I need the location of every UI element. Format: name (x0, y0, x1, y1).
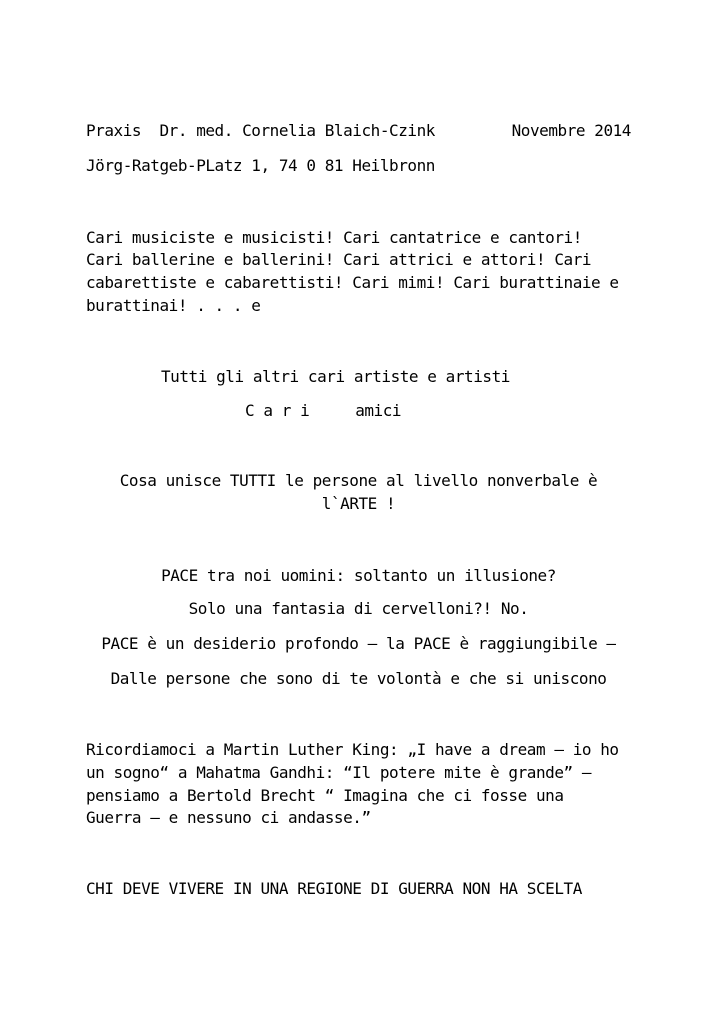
quote-line: Ricordiamoci a Martin Luther King: „I have a dream – io ho (86, 740, 619, 759)
greeting-line: burattinai! . . . e (86, 296, 261, 315)
practice-name: Praxis Dr. med. Cornelia Blaich-Czink (86, 121, 435, 140)
war-region-line: CHI DEVE VIVERE IN UNA REGIONE DI GUERRA NON HA SCELTA (86, 879, 582, 898)
peace-desire: PACE è un desiderio profondo – la PACE è raggiungibile – (101, 634, 616, 653)
greeting-line: cabarettiste e cabarettisti! Cari mimi! Cari burattinaie e (86, 273, 619, 292)
peace-question: PACE tra noi uomini: soltanto un illusione? (161, 566, 556, 585)
practice-address: Jörg-Ratgeb-PLatz 1, 74 0 81 Heilbronn (86, 156, 435, 175)
artists-line: Tutti gli altri cari artiste e artisti (161, 367, 510, 386)
art-line: l`ARTE ! (321, 494, 396, 513)
peace-people: Dalle persone che sono di te volontà e che si uniscono (110, 669, 607, 688)
letter-date: Novembre 2014 (511, 121, 631, 140)
art-unites-line: Cosa unisce TUTTI le persone al livello nonverbale è (119, 471, 598, 490)
quote-line: un sogno“ a Mahatma Gandhi: “Il potere mite è grande” – (86, 763, 592, 782)
greeting-line: Cari ballerine e ballerini! Cari attrici e attori! Cari (86, 250, 592, 269)
greeting-line: Cari musiciste e musicisti! Cari cantatrice e cantori! (86, 228, 582, 247)
peace-fantasy: Solo una fantasia di cervelloni?! No. (188, 599, 529, 618)
quote-line: pensiamo a Bertold Brecht “ Imagina che ci fosse una (86, 786, 564, 805)
friends-line: C a r i amici (245, 401, 402, 420)
quote-line: Guerra – e nessuno ci andasse.” (86, 808, 371, 827)
